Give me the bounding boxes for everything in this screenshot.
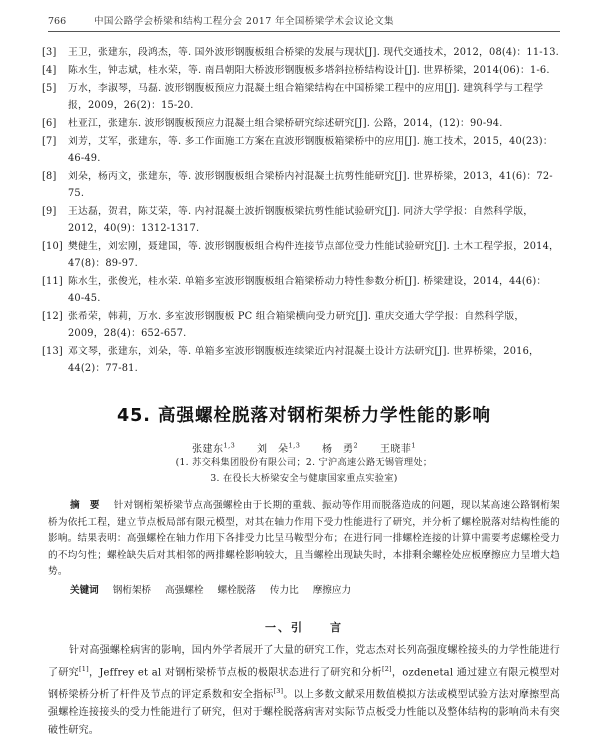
keyword: 摩擦应力 bbox=[312, 584, 352, 596]
page-number: 766 bbox=[48, 16, 67, 27]
reference-number: [7] bbox=[42, 136, 57, 147]
reference-item bbox=[42, 168, 560, 202]
reference-list bbox=[42, 44, 560, 377]
reference-text: 陈水生，张俊光，桂水荣. 单箱多室波形钢腹板组合箱梁桥动力特性参数分析[J]. 桥梁建设，2014，44(6)：40-45. bbox=[68, 276, 547, 304]
reference-number: [5] bbox=[42, 83, 57, 94]
keywords-label: 关键词 bbox=[70, 584, 99, 596]
affiliation-line: (1. 苏交科集团股份有限公司；2. 宁沪高速公路无锡管理处； bbox=[175, 457, 433, 468]
reference-item bbox=[42, 273, 560, 307]
author-line bbox=[48, 440, 560, 455]
reference-number: [11] bbox=[42, 276, 63, 287]
reference-text: 刘芳，艾军，张建东，等. 多工作面施工方案在直波形钢腹板箱梁桥中的应用[J]. 施工技术，2015，40(23)：46-49. bbox=[68, 136, 553, 164]
reference-number: [8] bbox=[42, 171, 57, 182]
author bbox=[322, 441, 359, 455]
author bbox=[257, 441, 301, 455]
author-affiliation-mark: 2 bbox=[353, 441, 359, 450]
intro-text: ，ozdenetal 通过建立有限元模型对钢桥梁桥分析了杆件及节点的评定系数和安全指标 bbox=[48, 666, 560, 701]
keyword: 高强螺栓 bbox=[165, 584, 204, 596]
author-affiliation-mark: 1,3 bbox=[288, 441, 301, 450]
reference-text: 刘朵，杨丙文，张建东，等. 波形钢腹板组合梁桥内衬混凝土抗剪性能研究[J]. 世界桥梁，2013，41(6)：72-75. bbox=[68, 171, 553, 199]
author-name: 刘 朵 bbox=[257, 444, 289, 455]
section-title: 言 bbox=[330, 620, 343, 634]
reference-item bbox=[42, 44, 560, 61]
intro-text: ，Jeffrey et al 对钢桁梁桥节点板的极限状态进行了研究和分析 bbox=[88, 666, 382, 678]
keyword: 传力比 bbox=[269, 584, 299, 596]
author bbox=[379, 441, 417, 455]
author-name: 王晓菲 bbox=[379, 444, 412, 455]
introduction-paragraph bbox=[48, 642, 560, 740]
keyword: 钢桁架桥 bbox=[112, 584, 152, 596]
abstract bbox=[48, 498, 560, 581]
reference-item bbox=[42, 308, 560, 342]
citation-mark: [1] bbox=[79, 664, 89, 673]
running-header bbox=[48, 13, 560, 32]
reference-number: [4] bbox=[42, 65, 57, 76]
intro-text: 。以上多数文献采用数值模拟方法或模型试验方法对摩擦型高强螺栓连接接头的受力性能进行了研究，但对于螺栓脱落病害对实际节点板受力性能以及整体结构的影响尚未有突破性研究。 bbox=[48, 689, 560, 737]
author-name: 张建东 bbox=[191, 444, 224, 455]
reference-text: 万水，李淑琴，马磊. 波形钢腹板预应力混凝土组合箱梁结构在中国桥梁工程中的应用[J]. 建筑科学与工程学报，2009，26(2)：15-20. bbox=[68, 83, 544, 111]
reference-item bbox=[42, 80, 560, 114]
author-affiliation-mark: 1,3 bbox=[223, 441, 236, 450]
affiliation-line: 3. 在役长大桥梁安全与健康国家重点实验室) bbox=[210, 473, 398, 484]
abstract-label: 摘 要 bbox=[70, 500, 100, 511]
author-affiliation-mark: 1 bbox=[411, 441, 417, 450]
reference-item bbox=[42, 343, 560, 377]
reference-item bbox=[42, 62, 560, 79]
citation-mark: [3] bbox=[273, 686, 284, 695]
reference-text: 樊健生，刘宏刚，聂建国，等. 波形钢腹板组合构件连接节点部位受力性能试验研究[J]. 土木工程学报，2014，47(8)：89-97. bbox=[68, 241, 560, 269]
author-name: 杨 勇 bbox=[322, 444, 354, 455]
reference-item bbox=[42, 133, 560, 167]
reference-text: 王卫，张建东，段鸿杰，等. 国外波形钢腹板组合桥梁的发展与现状[J]. 现代交通技术，2012，08(4)：11-13. bbox=[68, 47, 559, 58]
reference-text: 陈水生，钟志斌，桂水荣，等. 南昌朝阳大桥波形钢腹板多塔斜拉桥结构设计[J]. 世界桥梁，2014(06)：1-6. bbox=[68, 65, 550, 76]
citation-mark: [2] bbox=[381, 664, 392, 673]
author bbox=[191, 441, 236, 455]
reference-number: [6] bbox=[42, 118, 57, 129]
section-heading bbox=[48, 619, 560, 635]
reference-item bbox=[42, 203, 560, 237]
article-title: 45. 高强螺栓脱落对钢桁架桥力学性能的影响 bbox=[116, 406, 492, 426]
reference-text: 杜亚江，张建东. 波形钢腹板预应力混凝土组合梁桥研究综述研究[J]. 公路，2014，(12)：90-94. bbox=[68, 118, 503, 129]
reference-item bbox=[42, 238, 560, 272]
reference-text: 王达磊，贺君，陈艾荣，等. 内衬混凝土波折钢腹板梁抗剪性能试验研究[J]. 同济大学学报：自然科学版，2012，40(9)：1312-1317. bbox=[68, 206, 534, 234]
reference-number: [12] bbox=[42, 311, 63, 322]
abstract-text: 针对钢桁架桥梁节点高强螺栓由于长期的重载、振动等作用而脱落造成的问题，现以某高速公路钢桁架桥为依托工程，建立节点板局部有限元模型，对其在轴力作用下受力性能进行了研究，并分析了螺栓脱落对结构性能的影响。结果表明：高强螺栓在轴力作用下各排受力比呈马鞍型分布；在进行同一排螺栓连接的计算中需要考虑螺栓受力的不均匀性；螺栓缺失后对其相邻的两排螺栓影响较大，且当螺栓出现缺失时，本排剩余螺栓处应板摩擦应力呈增大趋势。 bbox=[48, 500, 561, 577]
section-number: 一、引 bbox=[265, 620, 304, 634]
reference-number: [3] bbox=[42, 47, 57, 58]
keywords bbox=[48, 583, 560, 599]
reference-number: [13] bbox=[42, 346, 63, 357]
keyword: 螺栓脱落 bbox=[217, 584, 256, 596]
reference-number: [9] bbox=[42, 206, 57, 217]
reference-text: 张希荣，韩莉，万水. 多室波形钢腹板 PC 组合箱梁横向受力研究[J]. 重庆交通大学学报：自然科学版，2009，28(4)：652-657. bbox=[68, 311, 525, 339]
intro-text: 针对高强螺栓病害的影响，国内外学者展开了大量的研究工作，党志杰对长列高强度螺栓接头的力学性能进行了研究 bbox=[48, 644, 560, 678]
reference-number: [10] bbox=[42, 241, 63, 252]
journal-title: 中国公路学会桥梁和结构工程分会 2017 年全国桥梁学术会议论文集 bbox=[94, 16, 394, 27]
reference-text: 邓文琴，张建东，刘朵，等. 单箱多室波形钢腹板连续梁近内衬混凝土设计方法研究[J]. 世界桥梁，2016，44(2)：77-81. bbox=[68, 346, 540, 374]
reference-item bbox=[42, 115, 560, 132]
